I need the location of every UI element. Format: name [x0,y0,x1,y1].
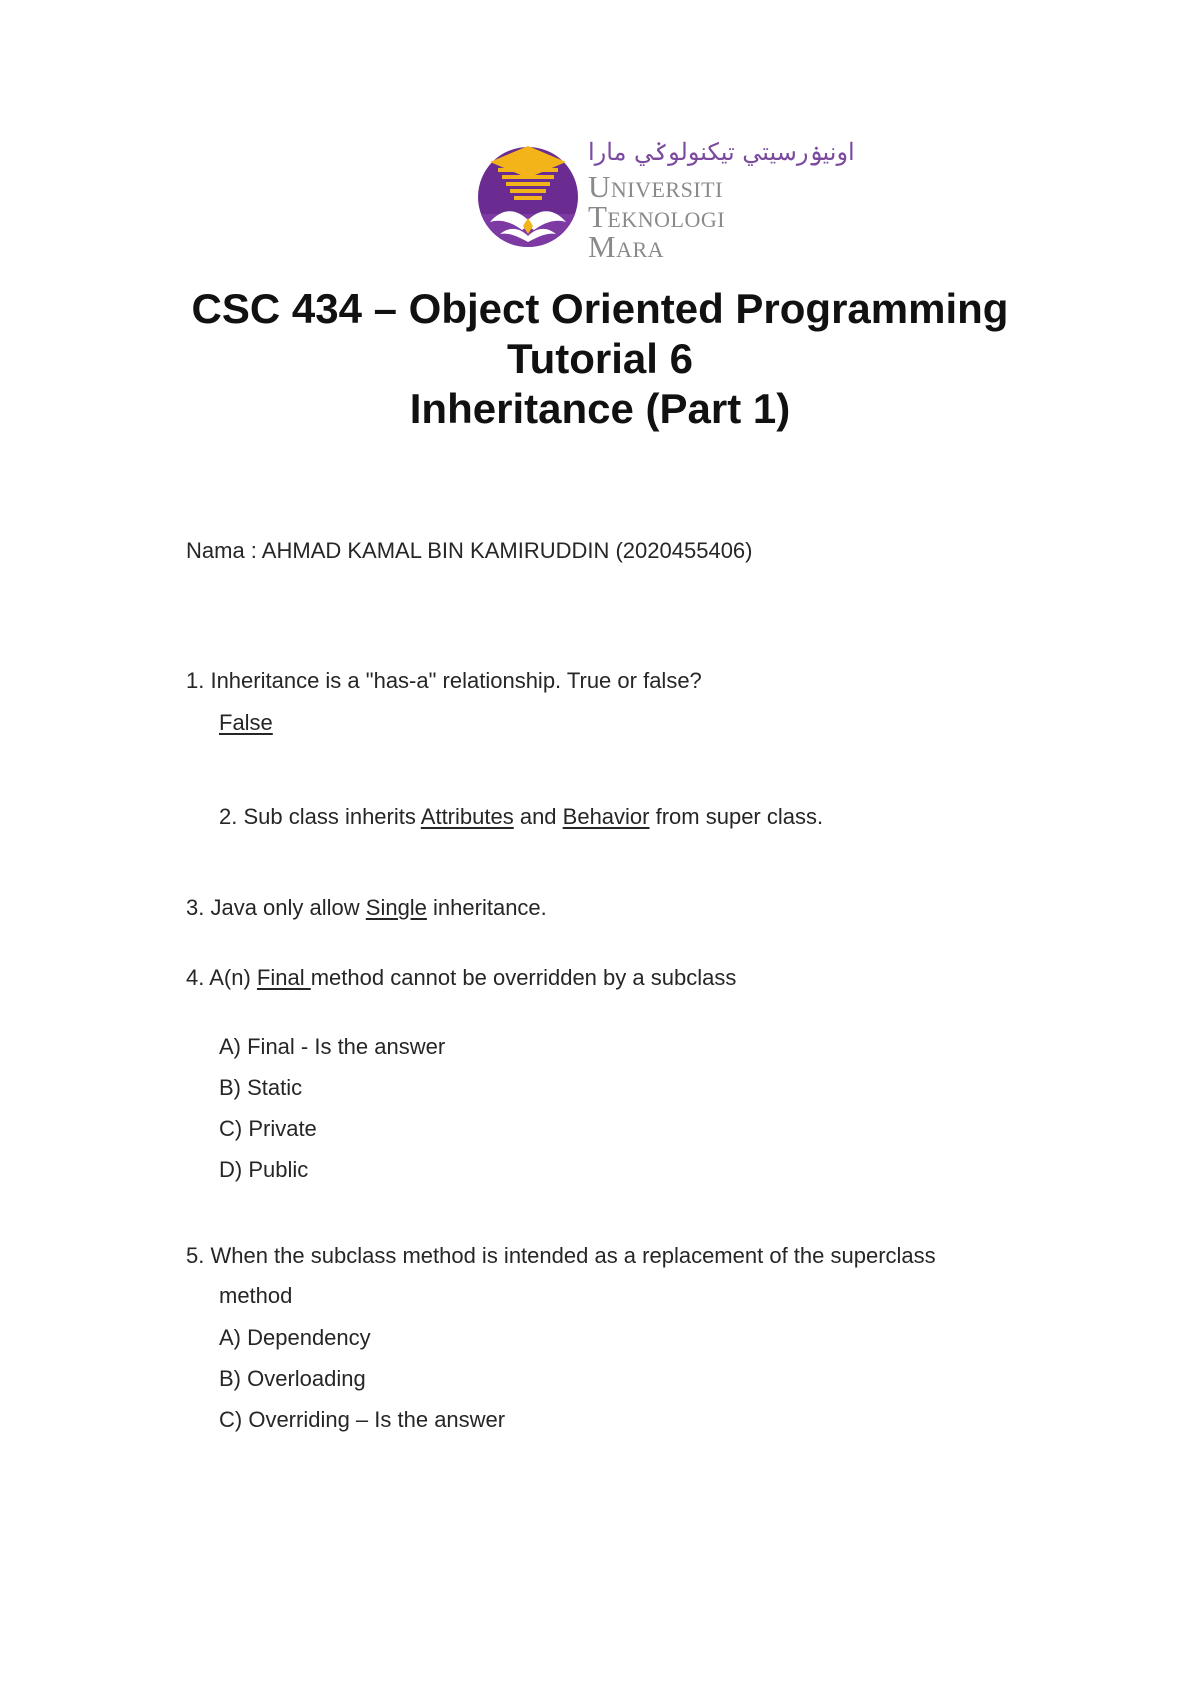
question-3-prefix: 3. Java only allow [186,895,366,920]
question-5-continuation: method [219,1283,293,1308]
university-crest-icon [476,138,580,256]
student-name: Nama : AHMAD KAMAL BIN KAMIRUDDIN (2020455406) [186,538,753,563]
question-3-suffix: inheritance. [426,895,547,920]
question-5-option-c: C) Overriding – Is the answer [219,1407,506,1432]
question-5: 5. When the subclass method is intended as a replacement of the superclass [186,1243,936,1268]
question-2-answer-attributes: Attributes [420,804,514,829]
course-title: CSC 434 – Object Oriented Programming [191,285,1009,332]
question-4-option-d: D) Public [219,1157,309,1182]
question-2-suffix: from super class. [649,804,824,829]
question-4-suffix: method cannot be overridden by a subclass [310,965,737,990]
question-4-option-b: B) Static [219,1075,303,1100]
question-2-mid: and [513,804,563,829]
question-4-prefix: 4. A(n) [186,965,257,990]
tutorial-title: Tutorial 6 [507,335,693,382]
logo-text-mara: Mara [588,229,665,264]
logo-jawi-text: اونيۏرسيتي تيكنولوݢي مارا [588,138,855,166]
university-logo [476,138,855,264]
question-3 [186,897,547,919]
question-4-answer: Final [256,965,311,990]
question-4 [186,967,736,989]
logo-text-teknologi: Teknologi [588,199,726,234]
logo-text-universiti: Universiti [588,169,723,204]
topic-title: Inheritance (Part 1) [409,385,791,432]
question-1: 1. Inheritance is a "has-a" relationship. True or false? [186,668,702,693]
question-4-option-a: A) Final - Is the answer [219,1034,446,1059]
question-5-option-a: A) Dependency [219,1325,371,1350]
question-1-answer: False [219,710,273,735]
question-2-answer-behavior: Behavior [562,804,650,829]
question-2-prefix: 2. Sub class inherits [219,804,421,829]
question-3-answer: Single [365,895,427,920]
question-5-option-b: B) Overloading [219,1366,366,1391]
question-2 [219,806,823,828]
question-4-option-c: C) Private [219,1116,317,1141]
